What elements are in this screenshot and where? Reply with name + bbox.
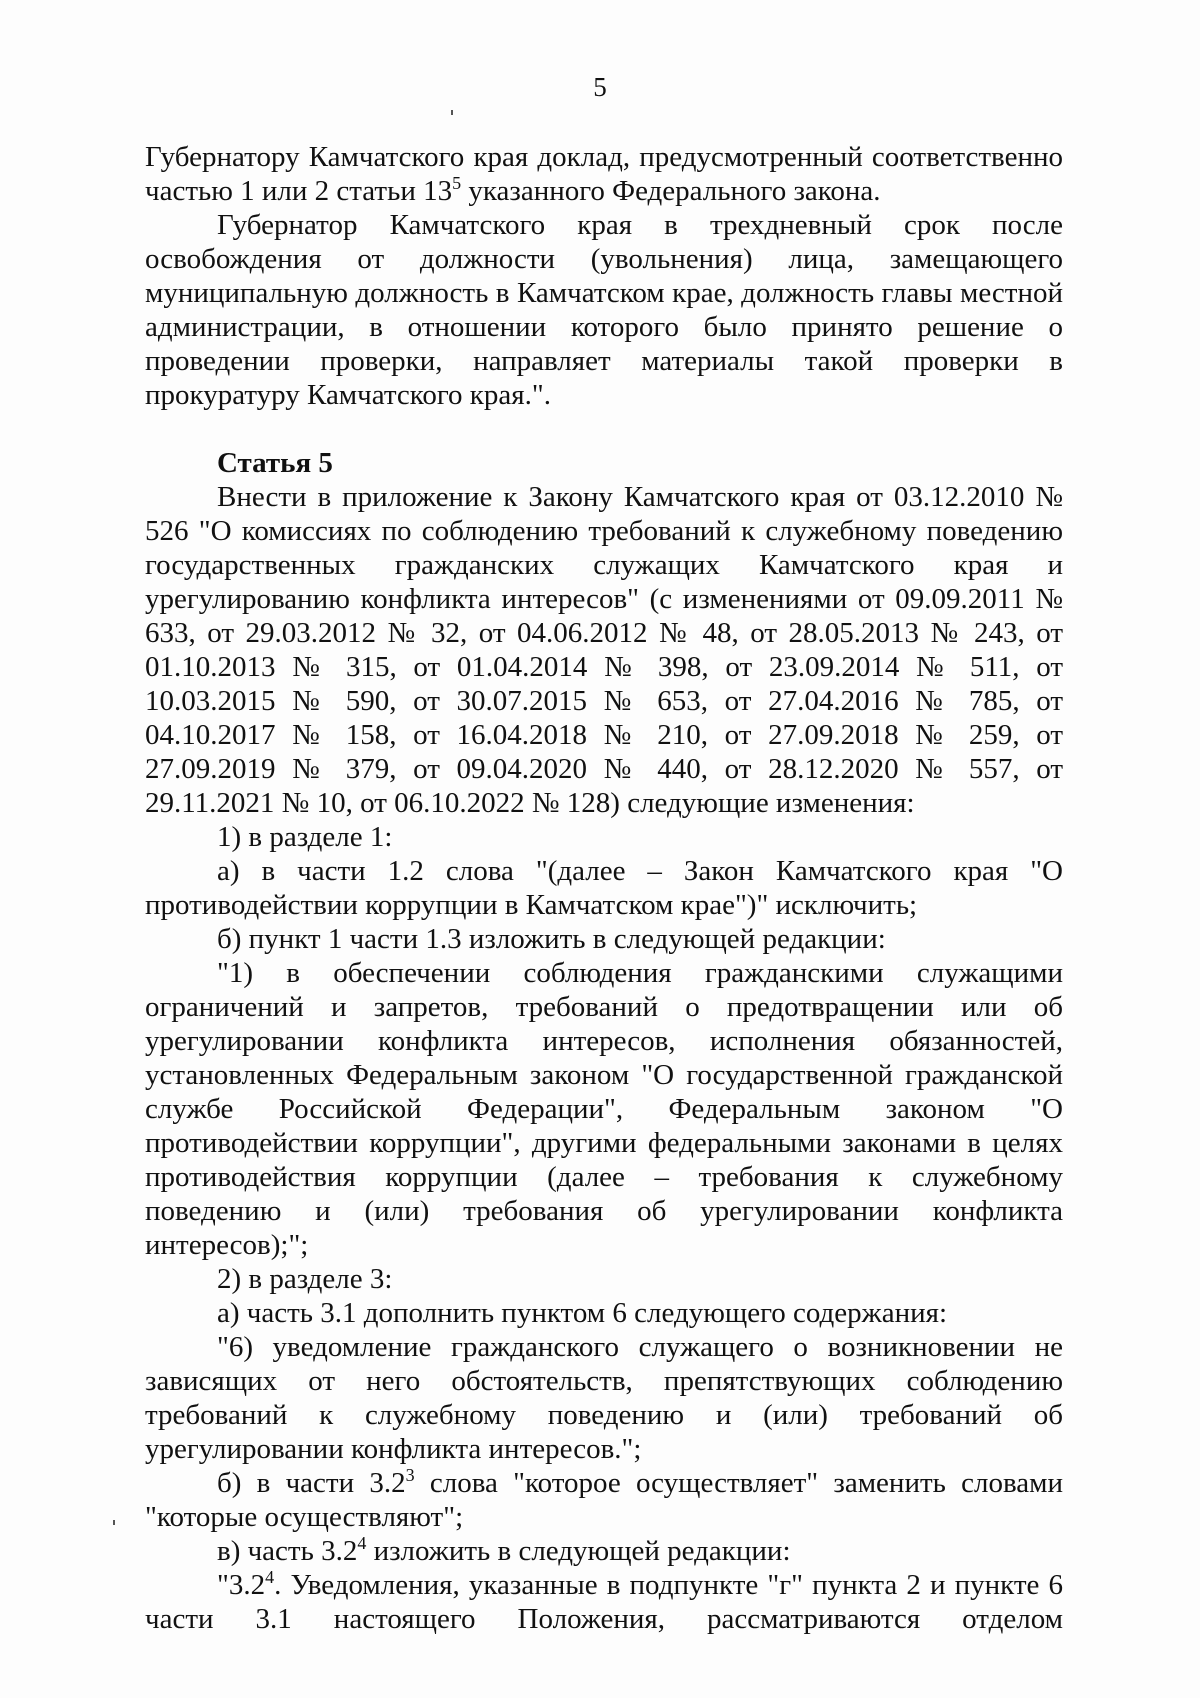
page-number: 5 (593, 72, 607, 102)
scan-speck (451, 110, 453, 115)
document-body (145, 140, 1063, 1636)
paragraph: "6) уведомление гражданского служащего о возникновении не зависящих от него обстоятельств, препятствующих соблюдению требований к служебному поведению и (или) требований об урегулировании конфликта интересов."; (145, 1331, 1063, 1465)
article-heading: Статья 5 (217, 447, 333, 479)
paragraph: Губернатору Камчатского края доклад, предусмотренный соответственно частью 1 или 2 статьи $13^5$ указанного Федерального закона. (145, 141, 1063, 207)
paragraph: "$3.2^4$. Уведомления, указанные в подпункте "г" пункта 2 и пункте 6 части 3.1 настоящего Положения, рассматриваются отделом (145, 1567, 1063, 1635)
scan-speck (113, 1520, 115, 1525)
paragraph: Губернатор Камчатского края в трехдневный срок после освобождения от должности (увольнения) лица, замещающего муниципальную должность в Камчатском крае, должность главы местной администрации, в отношении которого было принято решение о проведении проверки, направляет материалы такой проверки в прокуратуру Камчатского края.". (145, 209, 1063, 411)
paragraph: 1) в разделе 1: (217, 821, 393, 853)
paragraph: 2) в разделе 3: (217, 1263, 393, 1295)
paragraph: а) часть 3.1 дополнить пунктом 6 следующего содержания: (217, 1297, 948, 1329)
paragraph: "1) в обеспечении соблюдения гражданскими служащими ограничений и запретов, требований о предотвращении или об урегулировании конфликта интересов, исполнения обязанностей, установленных Федеральным законом "О государственной гражданской службе Российской Федерации", Федеральным законом "О противодействии коррупции", другими федеральными законами в целях противодействия коррупции (далее – требования к служебному поведению и (или) требования об урегулировании конфликта интересов);"; (145, 957, 1063, 1261)
paragraph: а) в части 1.2 слова "(далее – Закон Камчатского края "О противодействии коррупции в Камчатском крае")" исключить; (145, 855, 1063, 921)
paragraph: б) в части $3.2^3$ слова "которое осуществляет" заменить словами "которые осуществляют"; (145, 1465, 1063, 1533)
paragraph: Внести в приложение к Закону Камчатского края от 03.12.2010 № 526 "О комиссиях по соблюдению требований к служебному поведению государственных гражданских служащих Камчатского края и урегулированию конфликта интересов" (с изменениями от 09.09.2011 № 633, от 29.03.2012 № 32, от 04.06.2012 № 48, от 28.05.2013 № 243, от 01.10.2013 № 315, от 01.04.2014 № 398, от 23.09.2014 № 511, от 10.03.2015 № 590, от 30.07.2015 № 653, от 27.04.2016 № 785, от 04.10.2017 № 158, от 16.04.2018 № 210, от 27.09.2018 № 259, от 27.09.2019 № 379, от 09.04.2020 № 440, от 28.12.2020 № 557, от 29.11.2021 № 10, от 06.10.2022 № 128) следующие изменения: (145, 481, 1063, 819)
paragraph: в) часть $3.2^4$ изложить в следующей редакции: (217, 1533, 791, 1567)
paragraph: б) пункт 1 части 1.3 изложить в следующей редакции: (217, 923, 886, 955)
